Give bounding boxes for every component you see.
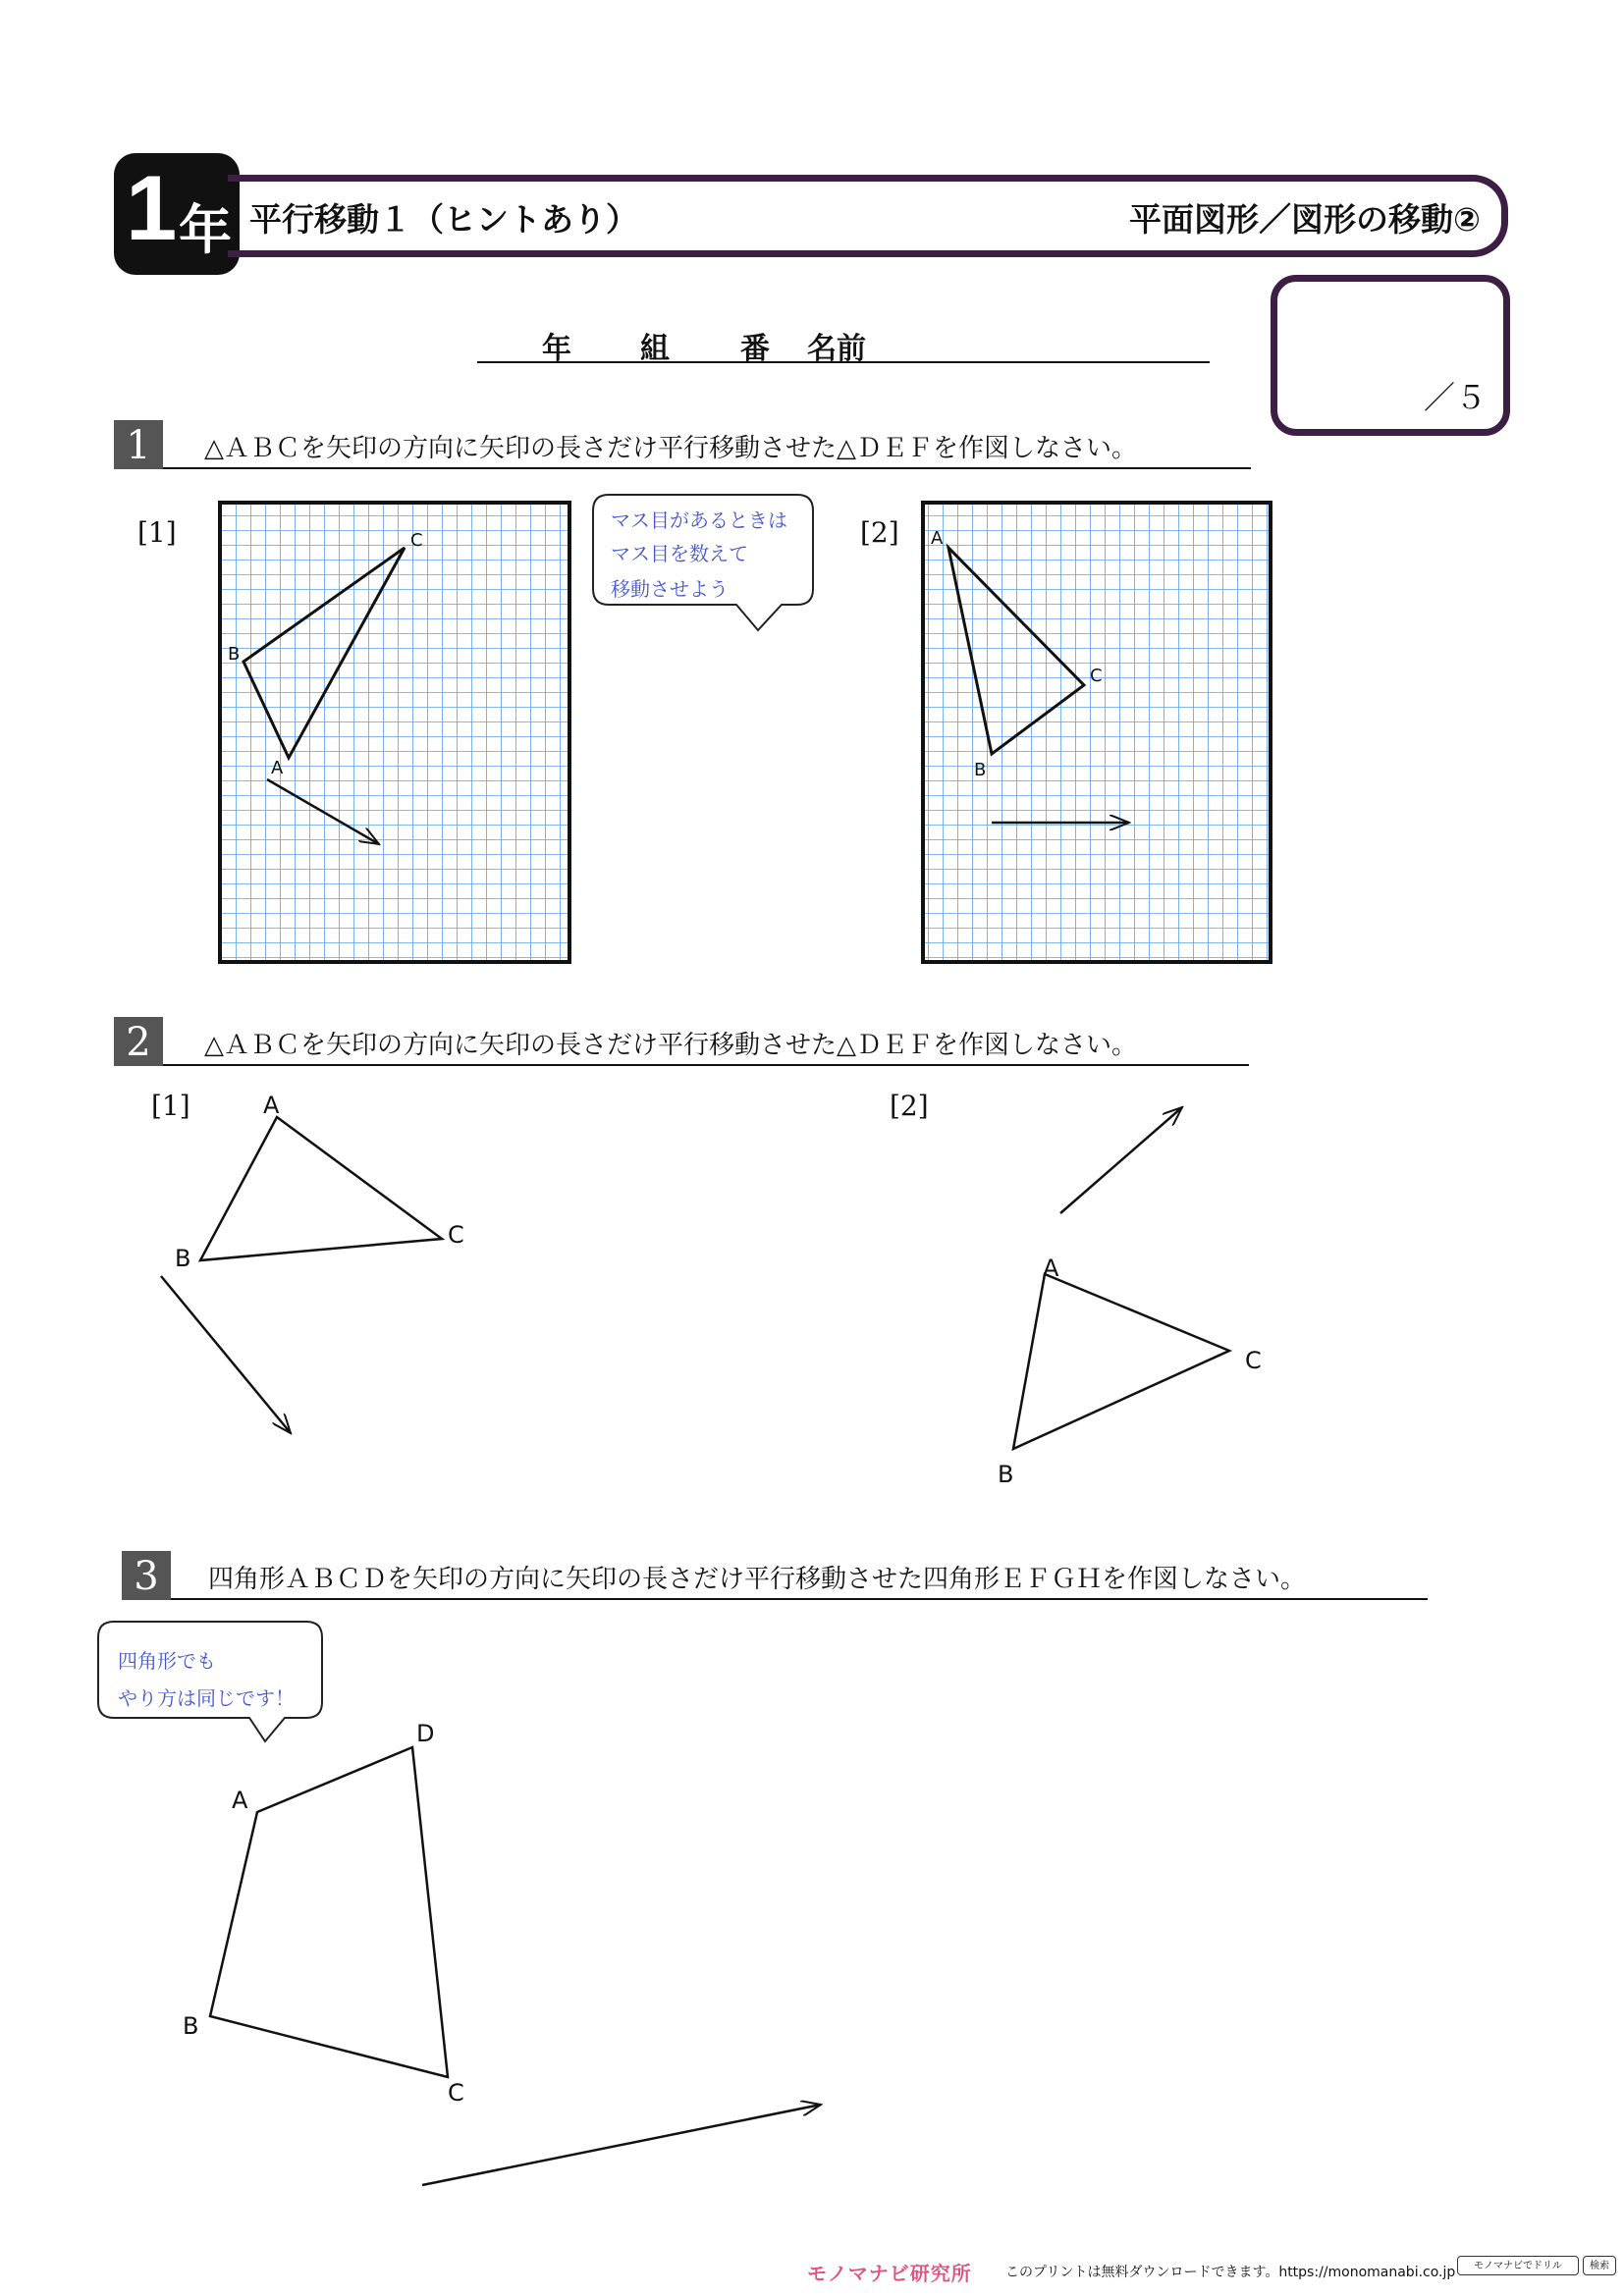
- q2-sub1-vertex-b: B: [175, 1245, 191, 1272]
- q2-sub2-label: [2]: [890, 1090, 929, 1122]
- worksheet-title: 平行移動１（ヒントあり）: [249, 200, 638, 239]
- grade-unit: 年: [179, 199, 232, 261]
- footer-search-field[interactable]: モノマナビでドリル: [1457, 2256, 1579, 2275]
- q3-vertex-b: B: [183, 2012, 199, 2040]
- q1-sub1-vertex-c: C: [410, 530, 423, 551]
- q3-vertex-a: A: [232, 1787, 248, 1814]
- q2-sub1-triangle: [200, 1117, 442, 1260]
- q2-sub1-label: [1]: [151, 1090, 190, 1122]
- q1-sub2-label: [2]: [860, 516, 899, 549]
- question-3-text: 四角形ＡＢＣＤを矢印の方向に矢印の長さだけ平行移動させた四角形ＥＦＧＨを作図しなさい。: [208, 1565, 1307, 1594]
- q1-hint-line-3: 移動させよう: [611, 577, 729, 601]
- question-2-text: △ＡＢＣを矢印の方向に矢印の長さだけ平行移動させた△ＤＥＦを作図しなさい。: [204, 1031, 1137, 1060]
- question-2-number: 2: [114, 1017, 163, 1066]
- question-3-underline: [171, 1598, 1428, 1600]
- question-3-number: 3: [122, 1551, 171, 1600]
- q1-grid-2: [923, 503, 1271, 962]
- q1-sub1-vertex-b: B: [228, 644, 241, 665]
- q2-sub2-vertex-c: C: [1245, 1347, 1262, 1374]
- q1-sub2-vertex-a: A: [931, 528, 944, 549]
- q1-sub1-label: [1]: [137, 516, 177, 549]
- q2-sub1-vertex-c: C: [448, 1221, 464, 1249]
- grade-number: 1: [126, 156, 178, 259]
- q3-arrow: [422, 2105, 821, 2185]
- q2-sub1-vertex-a: A: [263, 1092, 280, 1119]
- name-label: 名前: [807, 332, 866, 366]
- q2-sub1-arrow: [161, 1276, 291, 1433]
- q3-vertex-d: D: [416, 1720, 435, 1747]
- q2-sub2-vertex-a: A: [1043, 1255, 1059, 1282]
- q2-sub2-triangle: [1013, 1274, 1229, 1449]
- worksheet-category: 平面図形／図形の移動②: [1129, 200, 1481, 239]
- footer-brand-logo: モノマナビ研究所: [807, 2262, 972, 2285]
- q2-sub2-vertex-b: B: [998, 1461, 1014, 1488]
- question-1-number: 1: [114, 420, 163, 469]
- class-label: 組: [640, 332, 670, 366]
- q1-hint-line-2: マス目を数えて: [611, 542, 748, 565]
- number-label: 番: [740, 332, 770, 366]
- q1-sub2-vertex-b: B: [974, 760, 987, 780]
- q3-hint-line-2: やり方は同じです！: [118, 1686, 295, 1710]
- q3-vertex-c: C: [448, 2079, 464, 2107]
- question-2-underline: [163, 1064, 1249, 1066]
- q1-sub1-vertex-a: A: [271, 758, 284, 778]
- q1-hint-line-1: マス目があるときは: [611, 508, 787, 532]
- year-label: 年: [542, 332, 571, 366]
- q1-grid-1: [220, 503, 569, 962]
- q2-sub2-arrow: [1060, 1107, 1182, 1213]
- q1-sub2-vertex-c: C: [1090, 666, 1103, 686]
- footer-note: このプリントは無料ダウンロードできます。https://monomanabi.co.jp: [1005, 2265, 1456, 2280]
- q3-hint-bubble: [98, 1622, 322, 1741]
- q3-hint-line-1: 四角形でも: [118, 1649, 216, 1673]
- score-text: ／５: [1424, 379, 1488, 416]
- question-1-text: △ＡＢＣを矢印の方向に矢印の長さだけ平行移動させた△ＤＥＦを作図しなさい。: [204, 434, 1137, 463]
- footer-search-button[interactable]: 検索: [1583, 2256, 1616, 2275]
